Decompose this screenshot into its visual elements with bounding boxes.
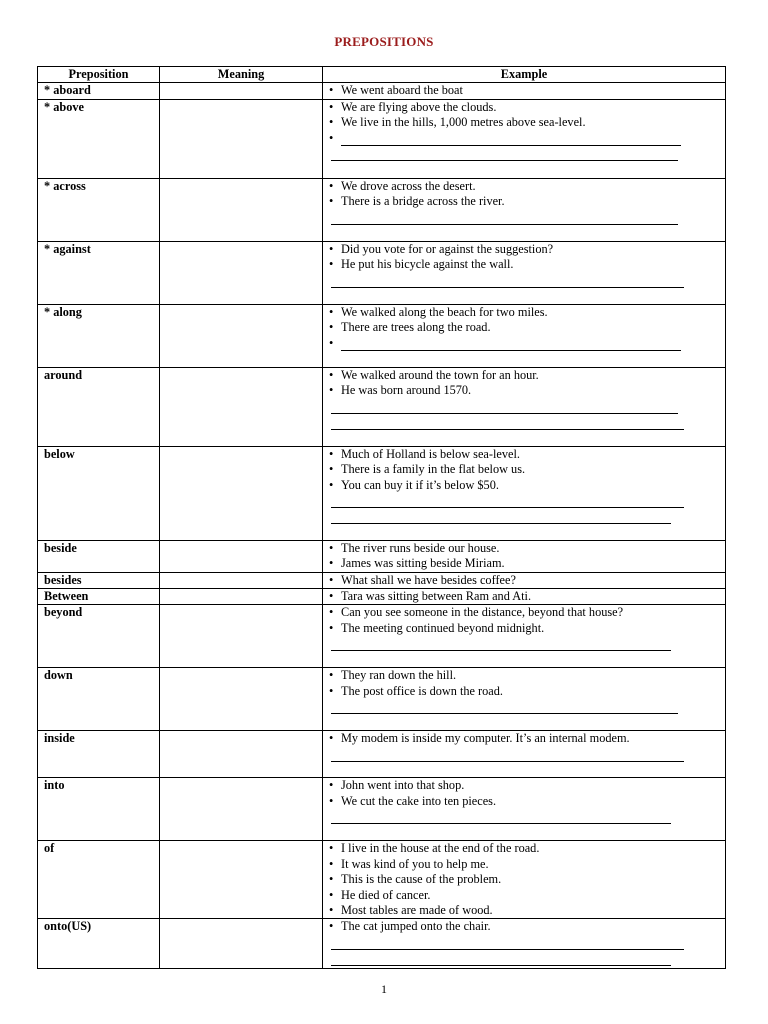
example-line [329, 100, 725, 115]
example-line [329, 320, 725, 335]
example-cell [323, 367, 726, 446]
table-row [38, 83, 726, 99]
blank-bullet-line [329, 131, 725, 146]
example-text: We walked along the beach for two miles. [341, 304, 548, 319]
answer-blank[interactable] [331, 210, 678, 225]
example-text: My modem is inside my computer. It’s an internal modem. [341, 731, 630, 746]
example-cell [323, 605, 726, 668]
example-line [329, 589, 725, 604]
example-line [329, 731, 725, 746]
meaning-cell[interactable] [160, 446, 323, 540]
bullet-icon: • [329, 731, 334, 746]
bullet-icon: • [329, 903, 334, 918]
answer-blank[interactable] [331, 146, 678, 161]
preposition-cell: * against [38, 241, 160, 304]
example-text: John went into that shop. [341, 778, 465, 793]
preposition-cell: * aboard [38, 83, 160, 99]
meaning-cell[interactable] [160, 731, 323, 778]
example-text: There is a bridge across the river. [341, 194, 505, 209]
example-text: You can buy it if it’s below $50. [341, 477, 499, 492]
example-cell [323, 841, 726, 919]
example-text: He put his bicycle against the wall. [341, 257, 514, 272]
meaning-cell[interactable] [160, 304, 323, 367]
example-line [329, 903, 725, 918]
bullet-icon: • [329, 778, 334, 793]
answer-blank[interactable] [341, 131, 681, 146]
meaning-cell[interactable] [160, 605, 323, 668]
bullet-icon: • [329, 872, 334, 887]
bullet-icon: • [329, 257, 334, 272]
answer-blank[interactable] [331, 699, 678, 714]
preposition-cell: inside [38, 731, 160, 778]
blank-bullet-line [329, 336, 725, 351]
bullet-icon: • [329, 856, 334, 871]
table-row [38, 778, 726, 841]
answer-blank[interactable] [331, 493, 684, 508]
preposition-cell: besides [38, 572, 160, 588]
bullet-icon: • [329, 462, 334, 477]
example-cell [323, 446, 726, 540]
page-number: 1 [381, 982, 387, 996]
example-line [329, 794, 725, 809]
preposition-cell: * along [38, 304, 160, 367]
example-text: We cut the cake into ten pieces. [341, 793, 497, 808]
bullet-icon: • [329, 477, 334, 492]
example-text: It was kind of you to help me. [341, 856, 489, 871]
example-text: We live in the hills, 1,000 metres above sea-level. [341, 115, 586, 130]
answer-blank[interactable] [331, 415, 684, 430]
example-line [329, 872, 725, 887]
preposition-cell: of [38, 841, 160, 919]
table-row [38, 605, 726, 668]
example-text: Tara was sitting between Ram and Ati. [341, 589, 532, 604]
bullet-icon: • [329, 304, 334, 319]
example-cell [323, 241, 726, 304]
bullet-icon: • [329, 887, 334, 902]
example-text: Much of Holland is below sea-level. [341, 446, 520, 461]
example-text: James was sitting beside Miriam. [341, 556, 505, 571]
bullet-icon: • [329, 620, 334, 635]
example-line [329, 305, 725, 320]
meaning-cell[interactable] [160, 778, 323, 841]
preposition-cell: * across [38, 178, 160, 241]
table-row [38, 304, 726, 367]
example-text: Can you see someone in the distance, beyond that house? [341, 605, 624, 620]
bullet-icon: • [329, 83, 334, 98]
table-row [38, 919, 726, 968]
example-text: We are flying above the clouds. [341, 99, 497, 114]
example-text: The cat jumped onto the chair. [341, 919, 491, 934]
example-text: The river runs beside our house. [341, 540, 500, 555]
bullet-icon: • [329, 178, 334, 193]
bullet-icon: • [329, 589, 334, 604]
example-line [329, 462, 725, 477]
answer-blank[interactable] [341, 336, 681, 351]
bullet-icon: • [329, 668, 334, 683]
header-row [38, 67, 726, 83]
example-cell [323, 572, 726, 588]
example-text: There is a family in the flat below us. [341, 462, 526, 477]
example-line [329, 888, 725, 903]
example-line [329, 115, 725, 130]
example-line [329, 919, 725, 934]
preposition-cell: beyond [38, 605, 160, 668]
table-row [38, 572, 726, 588]
bullet-icon: • [329, 320, 334, 335]
example-line [329, 556, 725, 571]
table-row [38, 178, 726, 241]
example-cell [323, 99, 726, 178]
example-line [329, 573, 725, 588]
bullet-icon: • [329, 572, 334, 587]
example-line [329, 383, 725, 398]
header-example: Example [323, 67, 726, 83]
example-line [329, 194, 725, 209]
bullet-icon: • [329, 540, 334, 555]
example-line [329, 541, 725, 556]
example-line [329, 668, 725, 683]
table-row [38, 367, 726, 446]
example-line [329, 242, 725, 257]
answer-blank[interactable] [331, 636, 671, 651]
example-cell [323, 778, 726, 841]
example-line [329, 447, 725, 462]
meaning-cell[interactable] [160, 367, 323, 446]
meaning-cell[interactable] [160, 540, 323, 572]
bullet-icon: • [329, 99, 334, 114]
answer-blank[interactable] [331, 935, 684, 950]
table-row [38, 446, 726, 540]
bullet-icon: • [329, 383, 334, 398]
example-cell [323, 83, 726, 99]
meaning-cell[interactable] [160, 572, 323, 588]
prepositions-table [37, 66, 726, 969]
preposition-cell: down [38, 668, 160, 731]
example-cell [323, 178, 726, 241]
answer-blank[interactable] [331, 399, 678, 414]
example-line [329, 841, 725, 856]
bullet-icon: • [329, 919, 334, 934]
example-line [329, 83, 725, 98]
example-text: We went aboard the boat [341, 83, 463, 98]
example-text: This is the cause of the problem. [341, 872, 502, 887]
preposition-cell: beside [38, 540, 160, 572]
answer-blank[interactable] [331, 273, 684, 288]
header-meaning: Meaning [160, 67, 323, 83]
example-text: Most tables are made of wood. [341, 903, 493, 918]
example-line [329, 605, 725, 620]
example-line [329, 684, 725, 699]
table-row [38, 668, 726, 731]
bullet-icon: • [329, 335, 334, 350]
bullet-icon: • [329, 194, 334, 209]
example-cell [323, 668, 726, 731]
example-text: The meeting continued beyond midnight. [341, 620, 545, 635]
table-row [38, 241, 726, 304]
table-row [38, 841, 726, 919]
bullet-icon: • [329, 367, 334, 382]
example-line [329, 621, 725, 636]
preposition-cell: onto(US) [38, 919, 160, 968]
example-cell [323, 304, 726, 367]
example-line [329, 257, 725, 272]
table-body [38, 83, 726, 968]
answer-blank[interactable] [331, 951, 671, 966]
example-text: We drove across the desert. [341, 178, 476, 193]
page-title: PREPOSITIONS [334, 34, 434, 49]
example-text: They ran down the hill. [341, 668, 457, 683]
table-row [38, 99, 726, 178]
bullet-icon: • [329, 556, 334, 571]
meaning-cell[interactable] [160, 83, 323, 99]
meaning-cell[interactable] [160, 841, 323, 919]
preposition-cell: into [38, 778, 160, 841]
meaning-cell[interactable] [160, 668, 323, 731]
table-row [38, 731, 726, 778]
bullet-icon: • [329, 446, 334, 461]
bullet-icon: • [329, 841, 334, 856]
header-preposition: Preposition [38, 67, 160, 83]
example-cell [323, 919, 726, 968]
answer-blank[interactable] [331, 747, 684, 762]
example-line [329, 368, 725, 383]
example-cell [323, 540, 726, 572]
meaning-cell[interactable] [160, 178, 323, 241]
bullet-icon: • [329, 115, 334, 130]
meaning-cell[interactable] [160, 919, 323, 968]
bullet-icon: • [329, 241, 334, 256]
example-text: Did you vote for or against the suggestion? [341, 241, 554, 256]
example-text: The post office is down the road. [341, 683, 503, 698]
example-line [329, 857, 725, 872]
meaning-cell[interactable] [160, 241, 323, 304]
bullet-icon: • [329, 605, 334, 620]
example-line [329, 778, 725, 793]
meaning-cell[interactable] [160, 589, 323, 605]
bullet-icon: • [329, 130, 334, 145]
preposition-cell: below [38, 446, 160, 540]
example-line [329, 179, 725, 194]
answer-blank[interactable] [331, 509, 671, 524]
answer-blank[interactable] [331, 809, 671, 824]
example-text: He was born around 1570. [341, 383, 472, 398]
bullet-icon: • [329, 793, 334, 808]
example-text: What shall we have besides coffee? [341, 572, 516, 587]
meaning-cell[interactable] [160, 99, 323, 178]
example-text: I live in the house at the end of the road. [341, 841, 540, 856]
example-text: We walked around the town for an hour. [341, 367, 539, 382]
preposition-cell: around [38, 367, 160, 446]
example-line [329, 478, 725, 493]
example-cell [323, 589, 726, 605]
preposition-cell: * above [38, 99, 160, 178]
bullet-icon: • [329, 683, 334, 698]
example-cell [323, 731, 726, 778]
example-text: He died of cancer. [341, 887, 431, 902]
example-text: There are trees along the road. [341, 320, 491, 335]
preposition-cell: Between [38, 589, 160, 605]
table-row [38, 589, 726, 605]
table-row [38, 540, 726, 572]
